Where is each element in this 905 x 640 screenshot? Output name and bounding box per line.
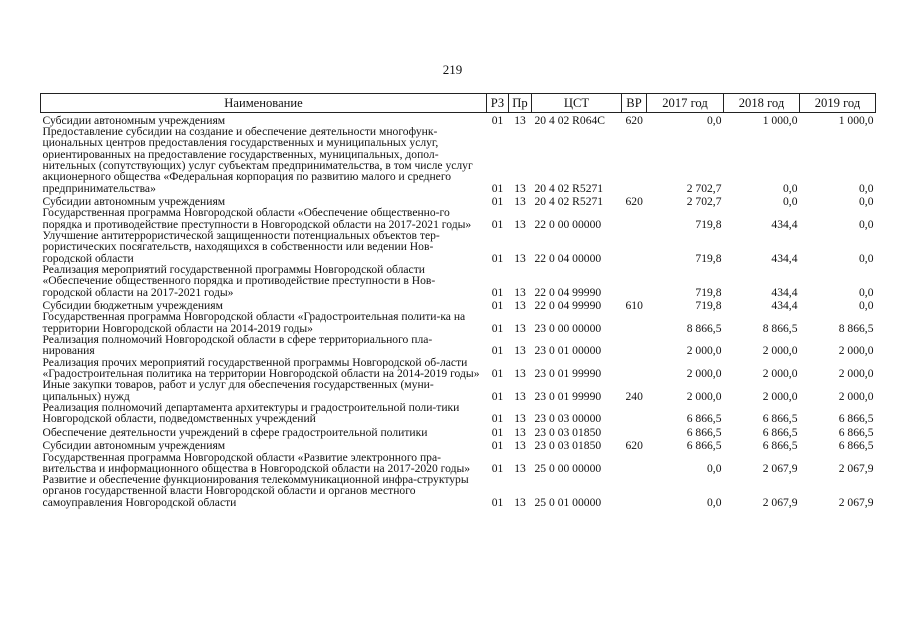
row-vr: 620	[625, 113, 643, 127]
row-name: Реализация полномочий Новгородской области в сфере территориального пла-нирования	[42, 333, 433, 358]
header-cst: ЦСТ	[532, 94, 622, 113]
table-row	[41, 402, 876, 425]
row-cst: 25 0 00 00000	[534, 461, 602, 475]
row-2017: 719,8	[695, 299, 722, 313]
row-rz: 01	[491, 439, 504, 453]
row-2019: 2 000,0	[838, 389, 874, 403]
row-name: Обеспечение деятельности учреждений в сфере градостроительной политики	[42, 425, 428, 439]
row-name: Субсидии бюджетным учреждениям	[42, 299, 223, 313]
row-cst: 20 4 02 R5271	[534, 181, 604, 195]
row-pr: 13	[514, 412, 526, 426]
row-vr	[622, 424, 647, 438]
table-row	[41, 113, 876, 127]
row-name: Государственная программа Новгородской области «Развитие электронного пра-вительства и информационного общества в Новгородской области на 2017-2020 годы»	[42, 450, 471, 475]
header-2017: 2017 год	[647, 94, 724, 113]
row-2019: 0,0	[859, 181, 874, 195]
row-2018: 0,0	[783, 181, 798, 195]
row-pr: 13	[514, 195, 526, 209]
row-2017: 719,8	[695, 217, 722, 231]
header-rz: РЗ	[487, 94, 509, 113]
row-pr: 13	[514, 439, 526, 453]
row-rz: 01	[491, 285, 504, 299]
row-name: Государственная программа Новгородской области «Градостроительная полити-ка на территории Новгородской области на 2014-2019 годы»	[42, 310, 466, 335]
row-2019: 6 866,5	[838, 439, 874, 453]
row-2019: 2 000,0	[838, 344, 874, 358]
row-vr	[622, 357, 647, 380]
row-2018: 2 067,9	[762, 495, 798, 509]
row-pr: 13	[514, 366, 526, 380]
row-2017: 2 000,0	[686, 366, 722, 380]
row-rz: 01	[491, 113, 504, 127]
row-2017: 2 702,7	[686, 195, 722, 209]
row-2017: 2 000,0	[686, 344, 722, 358]
row-2018: 434,4	[771, 251, 798, 265]
row-pr: 13	[514, 495, 526, 509]
table-row	[41, 452, 876, 475]
row-cst: 23 0 01 99990	[534, 389, 602, 403]
row-pr: 13	[514, 113, 526, 127]
row-2019: 2 067,9	[838, 461, 874, 475]
row-name: Предоставление субсидии на создание и обеспечение деятельности многофунк-циональных центров предоставления государственных и муниципальных услуг, ориентированных на предоставление государственных, муниципальных, допол-нительных (сопутствующих) услуг субъектам предпринимательства, в том числе услуг акционерного общества «Федеральная корпорация по развитию малого и среднего предпринимательства»	[42, 125, 473, 195]
row-2018: 6 866,5	[762, 439, 798, 453]
row-2017: 6 866,5	[686, 412, 722, 426]
row-rz: 01	[491, 389, 504, 403]
row-2017: 0,0	[707, 113, 722, 127]
row-cst: 22 0 04 99990	[534, 299, 602, 313]
table-row	[41, 298, 876, 312]
row-2018: 6 866,5	[762, 412, 798, 426]
row-name: Реализация прочих мероприятий государственной программы Новгородской об-ласти «Градостроительная политика на территории Новгородской области на 2014-2019 годы»	[42, 355, 480, 380]
row-2019: 2 067,9	[838, 495, 874, 509]
row-rz: 01	[491, 251, 504, 265]
row-vr	[622, 474, 647, 508]
table-row	[41, 334, 876, 357]
row-2017: 8 866,5	[686, 321, 722, 335]
row-2017: 2 702,7	[686, 181, 722, 195]
row-vr	[622, 311, 647, 334]
row-pr: 13	[514, 251, 526, 265]
row-2017: 2 000,0	[686, 389, 722, 403]
table-row	[41, 438, 876, 452]
row-vr: 620	[625, 195, 643, 209]
table-row	[41, 424, 876, 438]
row-pr: 13	[514, 425, 526, 439]
row-rz: 01	[491, 412, 504, 426]
row-name: Субсидии автономным учреждениям	[42, 439, 226, 453]
row-2018: 6 866,5	[762, 425, 798, 439]
row-2017: 0,0	[707, 495, 722, 509]
row-cst: 23 0 03 01850	[534, 425, 602, 439]
row-2019: 0,0	[859, 285, 874, 299]
row-rz: 01	[491, 321, 504, 335]
table-row	[41, 474, 876, 508]
row-vr	[622, 452, 647, 475]
row-cst: 23 0 01 99990	[534, 366, 602, 380]
table-row	[41, 126, 876, 194]
row-2017: 6 866,5	[686, 425, 722, 439]
table-row	[41, 357, 876, 380]
row-pr: 13	[514, 285, 526, 299]
row-pr: 13	[514, 299, 526, 313]
header-name: Наименование	[41, 94, 487, 113]
row-2019: 2 000,0	[838, 366, 874, 380]
row-pr: 13	[514, 389, 526, 403]
row-cst: 22 0 00 00000	[534, 217, 602, 231]
row-vr: 620	[625, 439, 643, 453]
row-2019: 0,0	[859, 251, 874, 265]
row-name: Улучшение антитеррористической защищенности потенциальных объектов тер-рористических посягательств, находящихся в собственности или ведении Нов-городской области	[42, 229, 440, 265]
row-2019: 6 866,5	[838, 425, 874, 439]
row-pr: 13	[514, 321, 526, 335]
row-rz: 01	[491, 495, 504, 509]
row-vr	[622, 264, 647, 298]
row-vr: 240	[625, 389, 643, 403]
row-rz: 01	[491, 425, 504, 439]
row-cst: 25 0 01 00000	[534, 495, 602, 509]
row-cst: 23 0 03 00000	[534, 412, 602, 426]
row-cst: 23 0 03 01850	[534, 439, 602, 453]
row-name: Государственная программа Новгородской области «Обеспечение общественно-го порядка и противодействие преступности в Новгородской области на 2017-2021 годы»	[42, 206, 472, 231]
row-pr: 13	[514, 181, 526, 195]
row-2018: 8 866,5	[762, 321, 798, 335]
budget-table	[40, 93, 876, 508]
row-vr	[622, 126, 647, 194]
row-pr: 13	[514, 217, 526, 231]
row-rz: 01	[491, 461, 504, 475]
table-row	[41, 379, 876, 402]
header-pr: Пр	[509, 94, 532, 113]
table-row	[41, 207, 876, 230]
row-cst: 23 0 00 00000	[534, 321, 602, 335]
header-2019: 2019 год	[800, 94, 876, 113]
row-2018: 434,4	[771, 217, 798, 231]
row-vr	[622, 334, 647, 357]
row-name: Субсидии автономным учреждениям	[42, 113, 226, 127]
row-2019: 0,0	[859, 299, 874, 313]
row-2018: 434,4	[771, 299, 798, 313]
row-cst: 22 0 04 00000	[534, 251, 602, 265]
row-rz: 01	[491, 195, 504, 209]
row-2018: 0,0	[783, 195, 798, 209]
row-name: Развитие и обеспечение функционирования телекоммуникационной инфра-структуры органов государственной власти Новгородской области и органов местного самоуправления Новгородской области	[42, 473, 469, 509]
row-2018: 2 000,0	[762, 366, 798, 380]
row-2018: 2 000,0	[762, 389, 798, 403]
row-2018: 434,4	[771, 285, 798, 299]
table-header-row	[41, 94, 876, 113]
row-2019: 0,0	[859, 195, 874, 209]
row-rz: 01	[491, 299, 504, 313]
row-rz: 01	[491, 217, 504, 231]
row-vr	[622, 230, 647, 264]
row-vr: 610	[625, 299, 643, 313]
row-pr: 13	[514, 344, 526, 358]
row-2017: 719,8	[695, 285, 722, 299]
row-name: Реализация полномочий департамента архитектуры и градостроительной поли-тики Новгородской области, подведомственных учреждений	[42, 400, 460, 426]
row-rz: 01	[491, 344, 504, 358]
row-rz: 01	[491, 181, 504, 195]
row-2019: 1 000,0	[838, 113, 874, 127]
row-2019: 6 866,5	[838, 412, 874, 426]
page-number: 219	[442, 62, 463, 77]
row-cst: 20 4 02 R064C	[534, 113, 606, 127]
table-row	[41, 194, 876, 208]
row-2019: 8 866,5	[838, 321, 874, 335]
row-vr	[622, 402, 647, 425]
row-2017: 6 866,5	[686, 439, 722, 453]
row-2018: 1 000,0	[762, 113, 798, 127]
row-cst: 20 4 02 R5271	[534, 195, 604, 209]
row-2019: 0,0	[859, 217, 874, 231]
table-row	[41, 311, 876, 334]
row-pr: 13	[514, 461, 526, 475]
row-2017: 0,0	[707, 461, 722, 475]
row-name: Реализация мероприятий государственной программы Новгородской области «Обеспечение общественного порядка и противодействие преступности в Нов-городской области на 2017-2021 годы»	[42, 262, 436, 299]
table-row	[41, 230, 876, 264]
header-vr: ВР	[622, 94, 647, 113]
table-row	[41, 264, 876, 298]
row-cst: 23 0 01 00000	[534, 344, 602, 358]
row-2017: 719,8	[695, 251, 722, 265]
row-name: Субсидии автономным учреждениям	[42, 195, 226, 209]
table-body	[41, 113, 876, 509]
header-2018: 2018 год	[724, 94, 800, 113]
row-rz: 01	[491, 366, 504, 380]
row-cst: 22 0 04 99990	[534, 285, 602, 299]
row-2018: 2 067,9	[762, 461, 798, 475]
row-name: Иные закупки товаров, работ и услуг для обеспечения государственных (муни-ципальных) нужд	[42, 378, 434, 403]
row-2018: 2 000,0	[762, 344, 798, 358]
row-vr	[622, 207, 647, 230]
